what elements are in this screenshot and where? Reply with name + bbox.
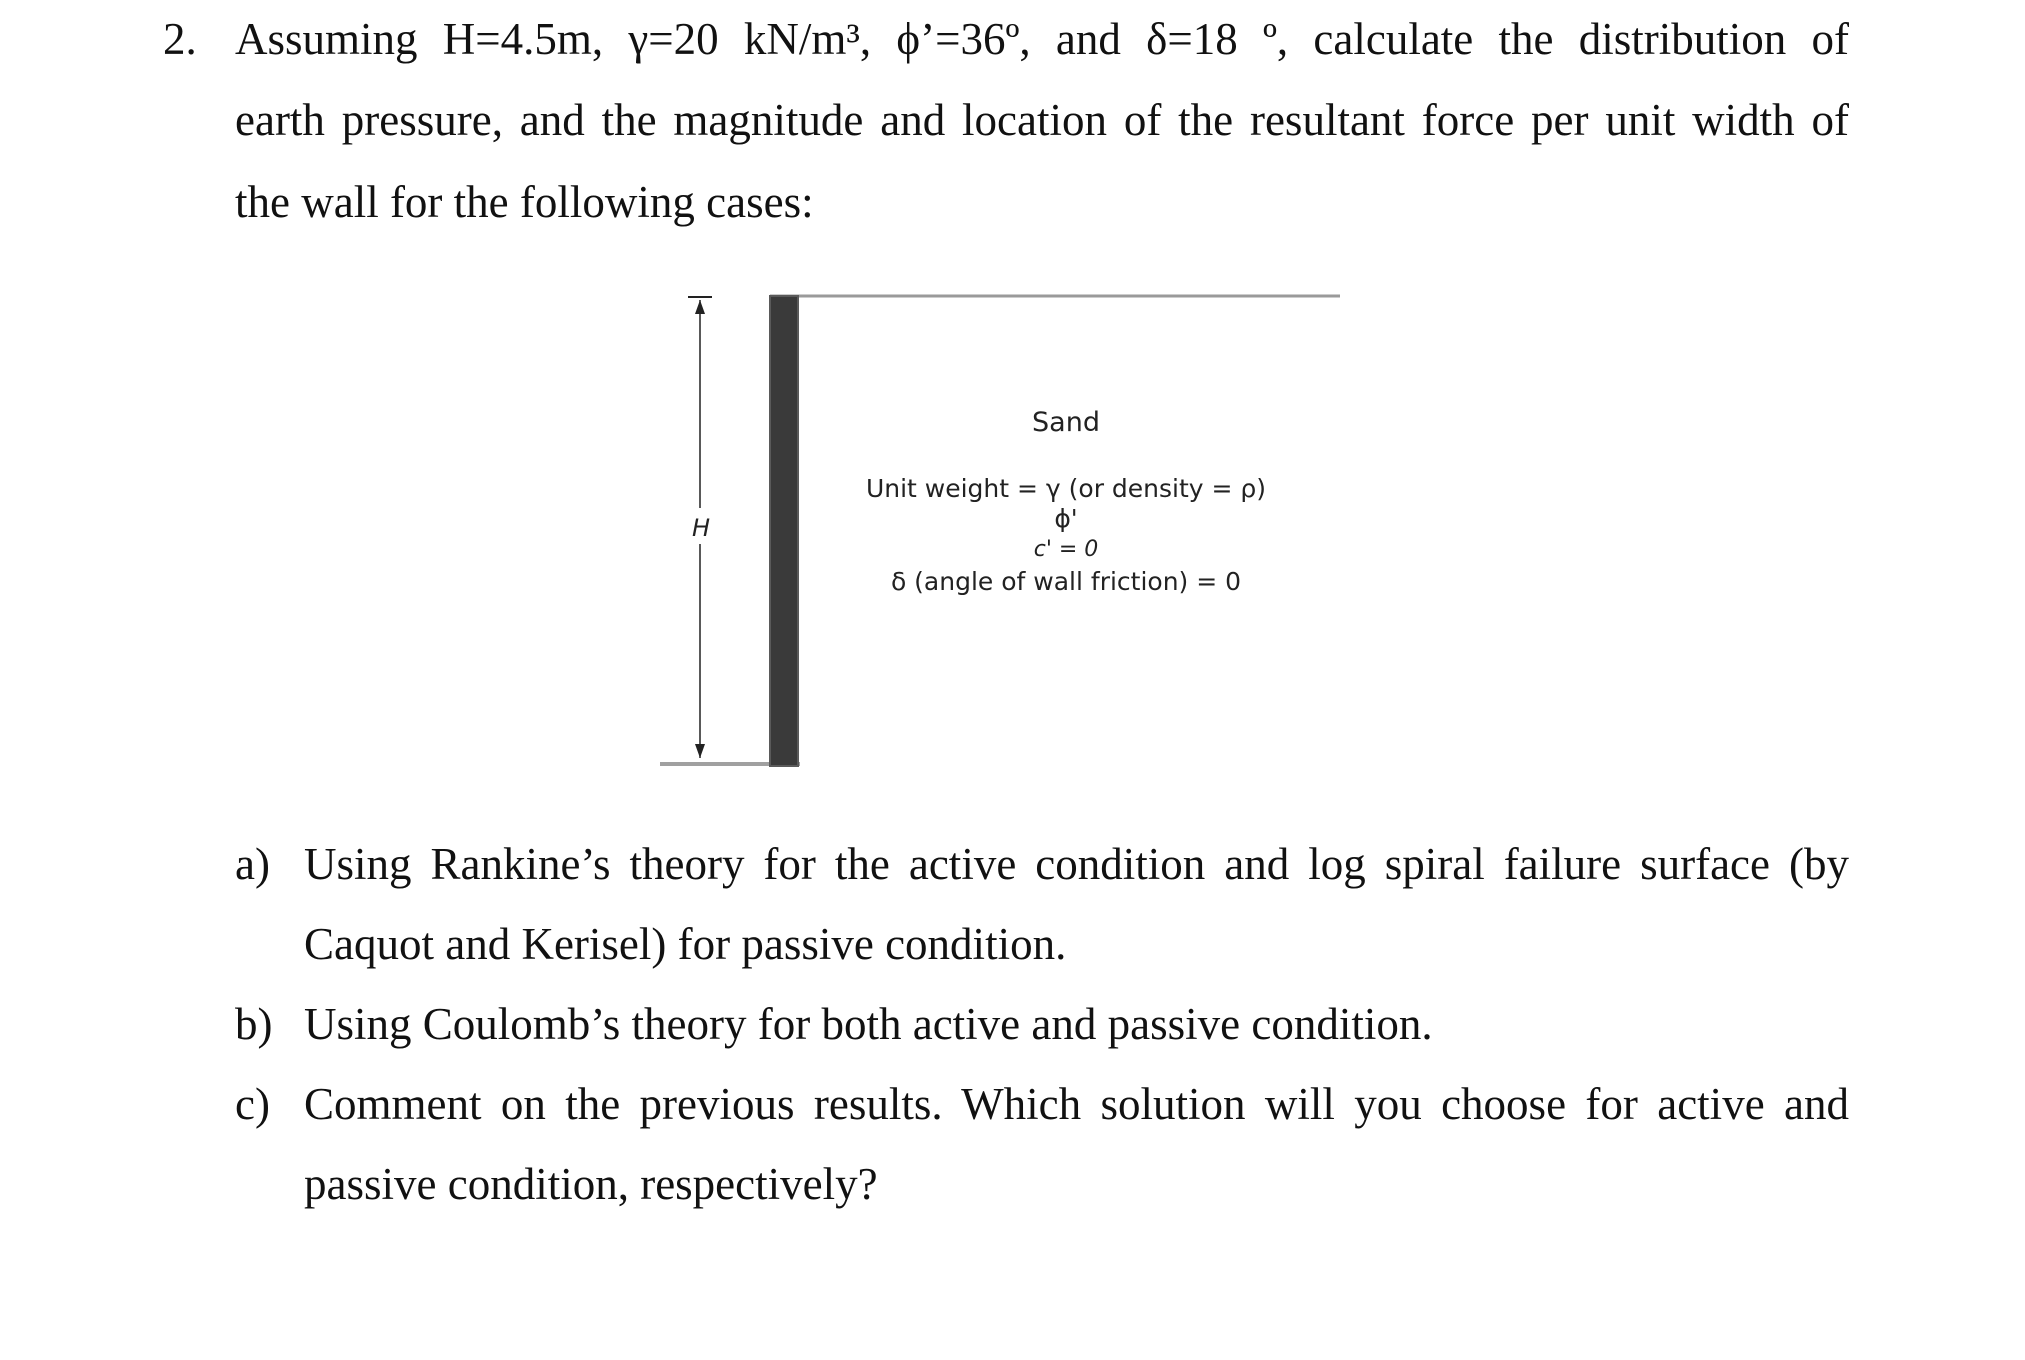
part-a-text-line-1: Using Rankine’s theory for the active condition and log spiral failure surface (by xyxy=(304,839,1849,889)
question-text-line-1: Assuming H=4.5m, γ=20 kN/m³, ϕ’=36º, and δ=18 º, calculate the distribution of xyxy=(235,14,1849,64)
material-label: Sand xyxy=(1032,407,1100,438)
part-b-text: Using Coulomb’s theory for both active and passive condition. xyxy=(304,999,1433,1049)
height-arrow-up xyxy=(695,300,705,314)
cohesion-label: c' = 0 xyxy=(1033,537,1099,562)
phi-label: ϕ' xyxy=(1054,504,1078,533)
part-a-text-line-2: Caquot and Kerisel) for passive condition. xyxy=(304,919,1067,969)
part-c-text-line-2: passive condition, respectively? xyxy=(304,1159,878,1209)
part-c-text-line-1: Comment on the previous results. Which solution will you choose for active and xyxy=(304,1079,1849,1129)
part-a-label: a) xyxy=(235,839,270,889)
question-number: 2. xyxy=(163,14,197,64)
part-b-label: b) xyxy=(235,999,273,1049)
part-c-label: c) xyxy=(235,1079,270,1129)
retaining-wall xyxy=(770,296,798,766)
wall-friction-label: δ (angle of wall friction) = 0 xyxy=(890,567,1242,596)
height-arrow-down xyxy=(695,744,705,758)
question-text-line-3: the wall for the following cases: xyxy=(235,177,814,227)
retaining-wall-figure xyxy=(640,280,1360,780)
unit-weight-label: Unit weight = γ (or density = ρ) xyxy=(865,474,1267,503)
height-label: H xyxy=(691,514,711,542)
question-text-line-2: earth pressure, and the magnitude and location of the resultant force per unit width of xyxy=(235,95,1849,145)
